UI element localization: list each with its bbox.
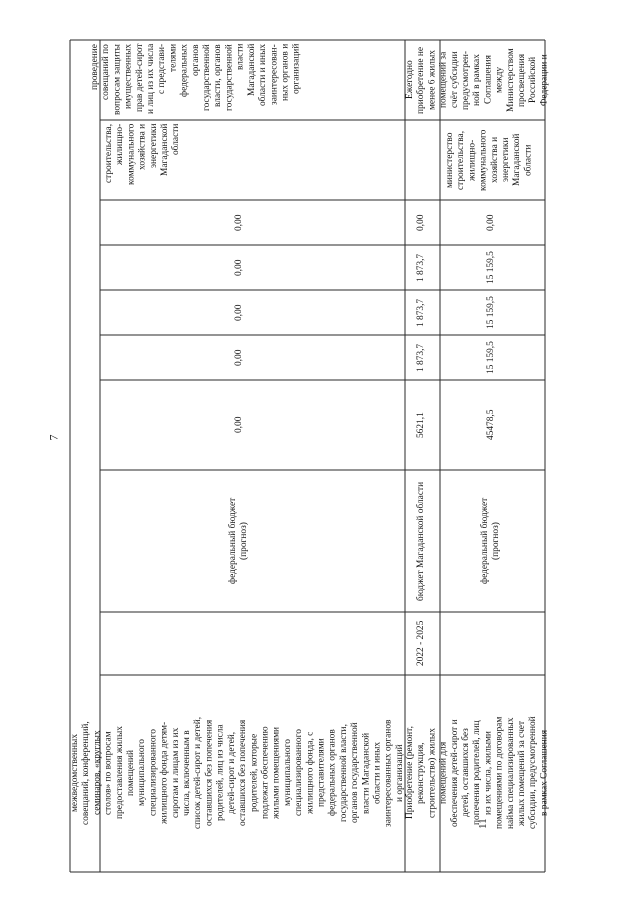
prev-row-total: 0,00 xyxy=(234,416,244,434)
prev-row-result: проведение совещаний по вопросам защиты имущественных прав детей-сирот и лиц из их числа с представи- телями федеральных органов государственной власти, органов государственной власти Магаданской области и иных заинтересован- ных органов и организаций xyxy=(90,44,302,115)
row-11-y4-federal: 0,00 xyxy=(486,214,496,232)
prev-row-source: федеральный бюджет (прогноз) xyxy=(228,497,250,585)
row-11-name: Приобретение (ремонт, реконструкция, строительство) жилых помещений для обеспечения детей-сирот и детей, оставшихся без попечения родителей, лиц из их числа, жилыми помещениями по договорам найма специализированных жилых помещений за счет субсидии, предусмотренной в рамках Соглашения xyxy=(405,716,550,830)
page-number: 7 xyxy=(46,434,61,441)
row-11-source-federal: федеральный бюджет (прогноз) xyxy=(480,497,502,585)
row-11-y2-regional: 1 873,7 xyxy=(416,298,426,328)
prev-row-y2: 0,00 xyxy=(234,304,244,322)
row-11-y1-regional: 1 873,7 xyxy=(416,343,426,373)
row-11-y3-federal: 15 159,5 xyxy=(486,251,496,285)
row-11-source-regional: бюджет Магаданской области xyxy=(416,481,426,601)
row-11-y3-regional: 1 873,7 xyxy=(416,253,426,283)
row-11-y2-federal: 15 159,5 xyxy=(486,296,496,330)
prev-row-name: межведомственных совещаний, конференций, семинаров, «круглых столов» по вопросам предоставления жилых помещений муниципального специализированного жилищного фонда детям- сиротам и лицам из их числа, включенным в список детей-сирот и детей, оставшихся без попечения родителей, лиц из числа детей-сирот и детей, оставшихся без попечения родителей, которые подлежат обеспечению жилыми помещениями муниципального специализированного жилищного фонда, с представителями федеральных органов государственной власти, органов государственной власти Магаданской области и иных заинтересованных органов и организаций xyxy=(70,716,405,830)
row-11-result: Ежегодно приобретение не менее 6 жилых помещений за счёт субсидии предусмотрен- ной в рамках Соглашения между Министерством просвещения Российской Федерации и xyxy=(405,46,550,114)
row-11-total-federal: 45478,5 xyxy=(486,409,496,441)
row-11-number: 11 xyxy=(477,818,489,830)
row-11-total-regional: 5621,1 xyxy=(416,412,426,438)
row-11-period: 2022 - 2025 xyxy=(416,620,426,666)
prev-row-y4: 0,00 xyxy=(234,214,244,232)
prev-row-executor: строительства, жилищно- коммунального хозяйства и энергетики Магаданской области xyxy=(104,124,182,186)
row-11-executor: министерство строительства, жилищно- коммунального хозяйства и энергетики Магаданской области xyxy=(445,129,534,191)
row-11-y4-regional: 0,00 xyxy=(416,214,426,232)
row-11-y1-federal: 15 159,5 xyxy=(486,341,496,375)
prev-row-y1: 0,00 xyxy=(234,349,244,367)
prev-row-y3: 0,00 xyxy=(234,259,244,277)
